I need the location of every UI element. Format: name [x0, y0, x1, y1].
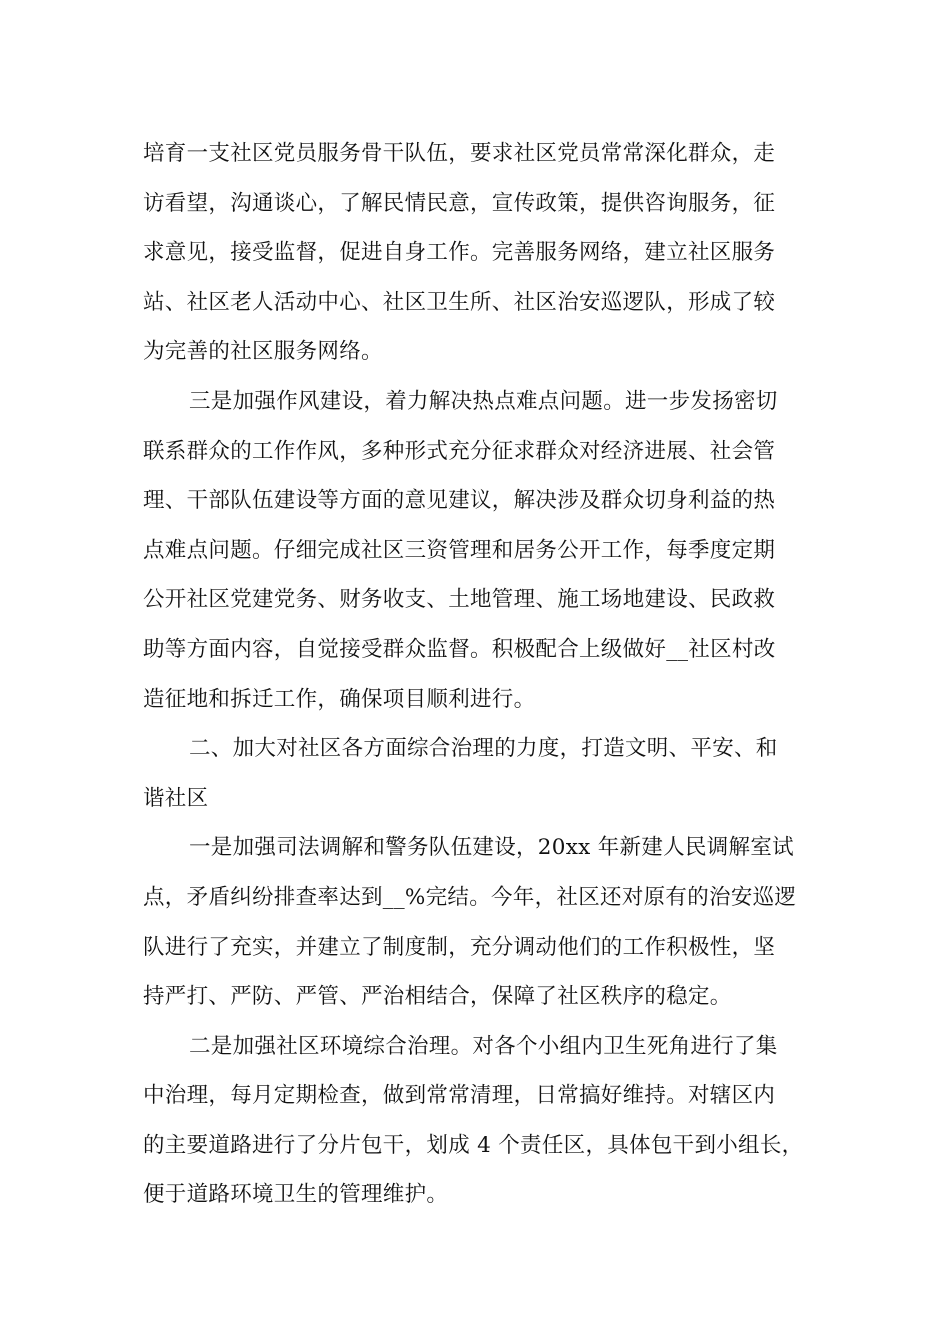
text-line: 的主要道路进行了分片包干，划成 4 个责任区，具体包干到小组长， [143, 1132, 804, 1158]
text-line: 二是加强社区环境综合治理。对各个小组内卫生死角进行了集 [189, 1033, 778, 1059]
text-line: 联系群众的工作作风，多种形式充分征求群众对经济进展、社会管 [143, 438, 776, 464]
text-line: 访看望，沟通谈心，了解民情民意，宣传政策，提供咨询服务，征 [143, 190, 776, 216]
text-line: 公开社区党建党务、财务收支、土地管理、施工场地建设、民政救 [143, 587, 776, 613]
text-line: 三是加强作风建设，着力解决热点难点问题。进一步发扬密切 [189, 388, 778, 414]
text-line: 谐社区 [143, 785, 209, 811]
text-line: 理、干部队伍建设等方面的意见建议，解决涉及群众切身利益的热 [143, 488, 776, 514]
text-line: 便于道路环境卫生的管理维护。 [143, 1182, 449, 1208]
text-line: 持严打、严防、严管、严治相结合，保障了社区秩序的稳定。 [143, 984, 732, 1010]
text-line: 点，矛盾纠纷排查率达到__%完结。今年，社区还对原有的治安巡逻 [143, 884, 797, 910]
text-line: 为完善的社区服务网络。 [143, 339, 383, 365]
text-line: 培育一支社区党员服务骨干队伍，要求社区党员常常深化群众，走 [143, 141, 776, 166]
text-line: 站、社区老人活动中心、社区卫生所、社区治安巡逻队，形成了较 [143, 289, 776, 315]
text-line: 中治理，每月定期检查，做到常常清理，日常搞好维持。对辖区内 [143, 1083, 776, 1109]
text-line: 一是加强司法调解和警务队伍建设，20xx 年新建人民调解室试 [189, 835, 794, 861]
text-line: 助等方面内容，自觉接受群众监督。积极配合上级做好__社区村改 [143, 636, 776, 662]
text-line: 造征地和拆迁工作，确保项目顺利进行。 [143, 686, 536, 712]
text-line: 点难点问题。仔细完成社区三资管理和居务公开工作，每季度定期 [143, 537, 776, 563]
document-body [143, 129, 827, 1220]
text-line: 队进行了充实，并建立了制度制，充分调动他们的工作积极性，坚 [143, 934, 776, 960]
text-line: 求意见，接受监督，促进自身工作。完善服务网络，建立社区服务 [143, 240, 776, 266]
text-line: 二、加大对社区各方面综合治理的力度，打造文明、平安、和 [189, 736, 778, 762]
